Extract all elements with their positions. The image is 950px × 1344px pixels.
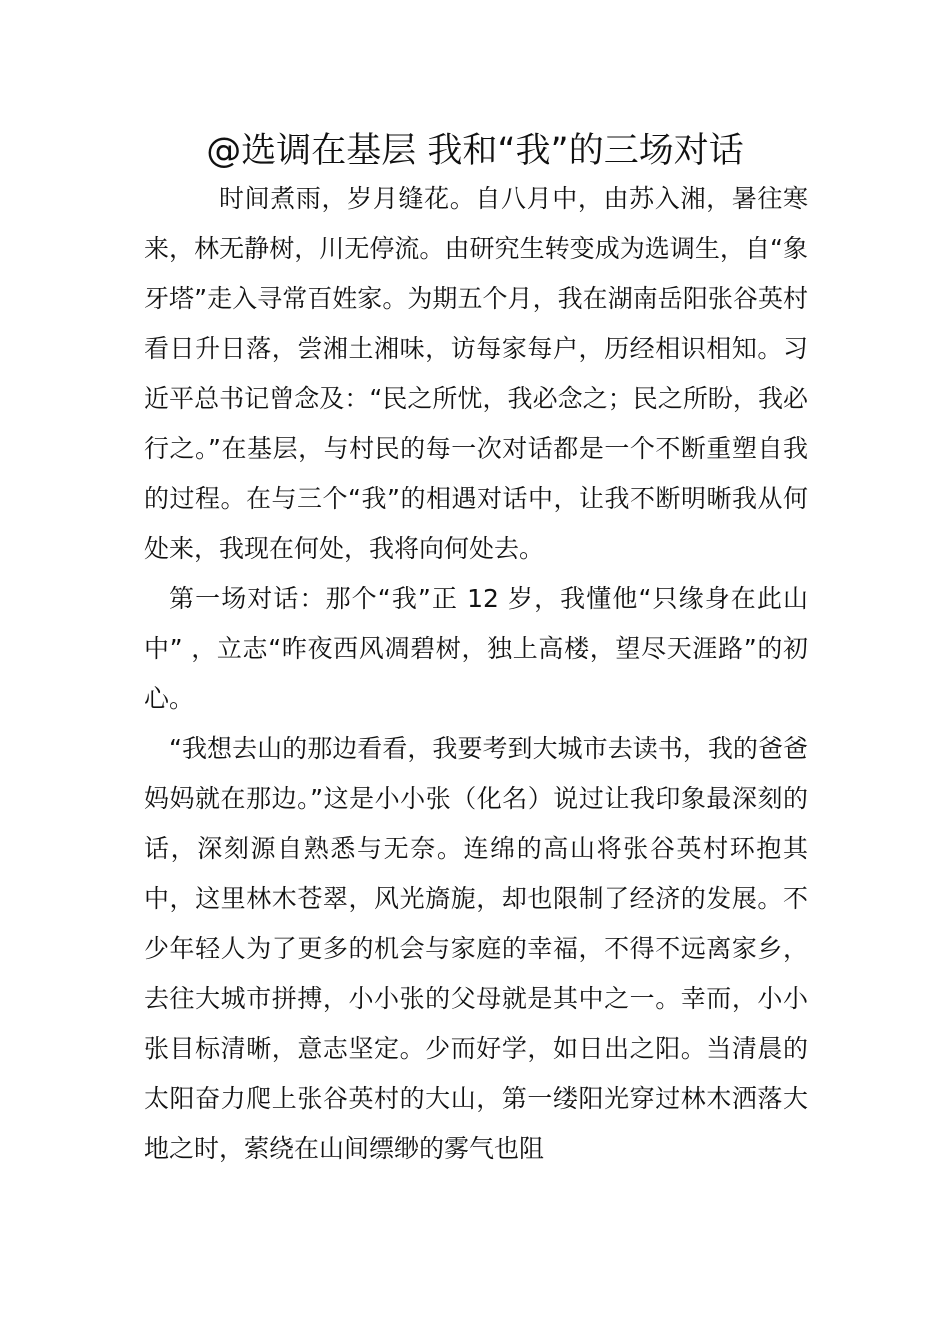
- paragraph-intro: 时间煮雨，岁月缝花。自八月中，由苏入湘，暑往寒来，林无静树，川无停流。由研究生转变成为选调生，自“象牙塔”走入寻常百姓家。为期五个月，我在湖南岳阳张谷英村看日升日落，尝湘土湘味，访每家每户，历经相识相知。习近平总书记曾念及：“民之所忧，我必念之；民之所盼，我必行之。”在基层，与村民的每一次对话都是一个不断重塑自我的过程。在与三个“我”的相遇对话中，让我不断明晰我从何处来，我现在何处，我将向何处去。: [144, 184, 808, 563]
- document-body: [144, 174, 808, 1174]
- document-title: @选调在基层 我和“我”的三场对话: [206, 131, 744, 171]
- paragraph-first-dialogue: 第一场对话：那个“我”正 12 岁，我懂他“只缘身在此山中” ，立志“昨夜西风凋碧树，独上高楼，望尽天涯路”的初心。: [144, 584, 808, 713]
- paragraph-story: “我想去山的那边看看，我要考到大城市去读书，我的爸爸妈妈就在那边。”这是小小张（化名）说过让我印象最深刻的话，深刻源自熟悉与无奈。连绵的高山将张谷英村环抱其中，这里林木苍翠，风光旖旎，却也限制了经济的发展。不少年轻人为了更多的机会与家庭的幸福，不得不远离家乡，去往大城市拼搏，小小张的父母就是其中之一。幸而，小小张目标清晰，意志坚定。少而好学，如日出之阳。当清晨的太阳奋力爬上张谷英村的大山，第一缕阳光穿过林木洒落大地之时，萦绕在山间缥缈的雾气也阻: [144, 734, 808, 1163]
